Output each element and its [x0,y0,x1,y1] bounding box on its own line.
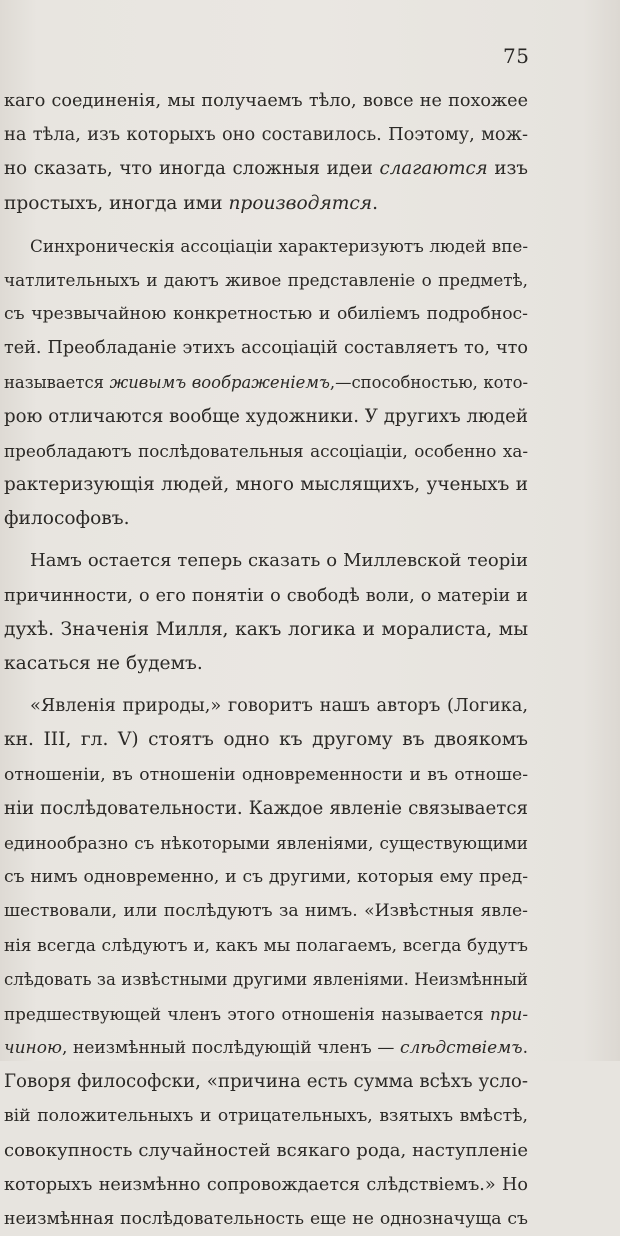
text-line [4,187,528,221]
text-segment: . [522,1038,528,1059]
text-line: Говоря философски, «причина есть сумма всѣхъ усло- [4,1071,528,1093]
italic-term: слагаются [379,158,488,180]
text-line: рактеризующія людей, много мыслящихъ, ученыхъ и [4,474,528,496]
text-line [4,152,528,186]
italic-term: чиною [4,1038,62,1059]
text-line: которыхъ неизмѣнно сопровождается слѣдствіемъ.» Но [4,1174,528,1195]
italic-term: живымъ воображеніемъ [109,372,330,392]
text-line [4,1031,528,1065]
text-line: отношеніи, въ отношеніи одновременности и въ отноше- [4,764,528,785]
text-line: съ нимъ одновременно, и съ другими, которыя ему пред- [4,867,528,888]
text-line: духѣ. Значенія Милля, какъ логика и моралиста, мы [4,618,528,640]
text-segment: , неизмѣнный послѣдующій членъ — [61,1038,401,1059]
text-segment: ,—способностью, кото- [329,372,528,392]
text-line: преобладаютъ послѣдовательныя ассоціаціи, особенно ха- [4,440,528,461]
page-number: 75 [503,44,530,68]
italic-term: производятся [228,192,373,214]
paragraph-gap [4,681,528,689]
paragraph-gap [4,536,528,544]
text-line [4,366,528,400]
text-segment: простыхъ, иногда ими [4,192,229,214]
text-line: касаться не будемъ. [4,653,203,674]
text-line: совокупность случайностей всякаго рода, наступленіе [4,1139,528,1161]
text-line: шествовали, или послѣдуютъ за нимъ. «Извѣстныя явле- [4,901,528,922]
text-line: на тѣла, изъ которыхъ оно составилось. Поэтому, мож- [4,124,528,146]
text-line: философовъ. [4,508,130,530]
text-line: каго соединенія, мы получаемъ тѣло, вовсе не похожее [4,91,528,111]
text-segment: изъ [487,158,528,180]
text-line: слѣдовать за извѣстными другими явленіями. Неизмѣнный [4,969,528,989]
text-line: нія всегда слѣдуютъ и, какъ мы полагаемъ, всегда будутъ [4,935,528,956]
text-line: кн. III, гл. V) стоятъ одно къ другому въ двоякомъ [4,729,528,751]
text-line: Намъ остается теперь сказать о Миллевской теоріи [30,550,528,572]
text-line: Синхроническія ассоціаціи характеризуютъ людей впе- [30,235,528,256]
paragraph-gap [4,221,528,229]
body-text [4,84,528,1236]
text-segment: называется [4,372,110,392]
text-line: неизмѣнная послѣдовательность еще не однозначуща съ [4,1209,528,1229]
italic-term: при- [489,1003,528,1024]
text-line: «Явленія природы,» говоритъ нашъ авторъ (Логика, [30,695,528,717]
text-line: чатлительныхъ и даютъ живое представленіе о предметѣ, [4,269,528,290]
text-line: рою отличаются вообще художники. У другихъ людей [4,405,528,427]
text-line [4,997,528,1031]
text-line: съ чрезвычайною конкретностью и обиліемъ подробнос- [4,304,528,325]
text-line: тей. Преобладаніе этихъ ассоціацій составляетъ то, что [4,338,528,359]
italic-term: слѣдствіемъ [400,1038,523,1059]
text-segment: предшествующей членъ этого отношенія называется [4,1003,490,1024]
text-line: причинности, о его понятіи о свободѣ воли, о матеріи и [4,585,528,606]
text-segment: . [372,192,379,214]
text-line: единообразно съ нѣкоторыми явленіями, существующими [4,832,528,853]
text-segment: но сказать, что иногда сложныя идеи [4,158,380,180]
text-line: ніи послѣдовательности. Каждое явленіе связывается [4,797,528,819]
text-line: вій положительныхъ и отрицательныхъ, взятыхъ вмѣстѣ, [4,1106,528,1127]
